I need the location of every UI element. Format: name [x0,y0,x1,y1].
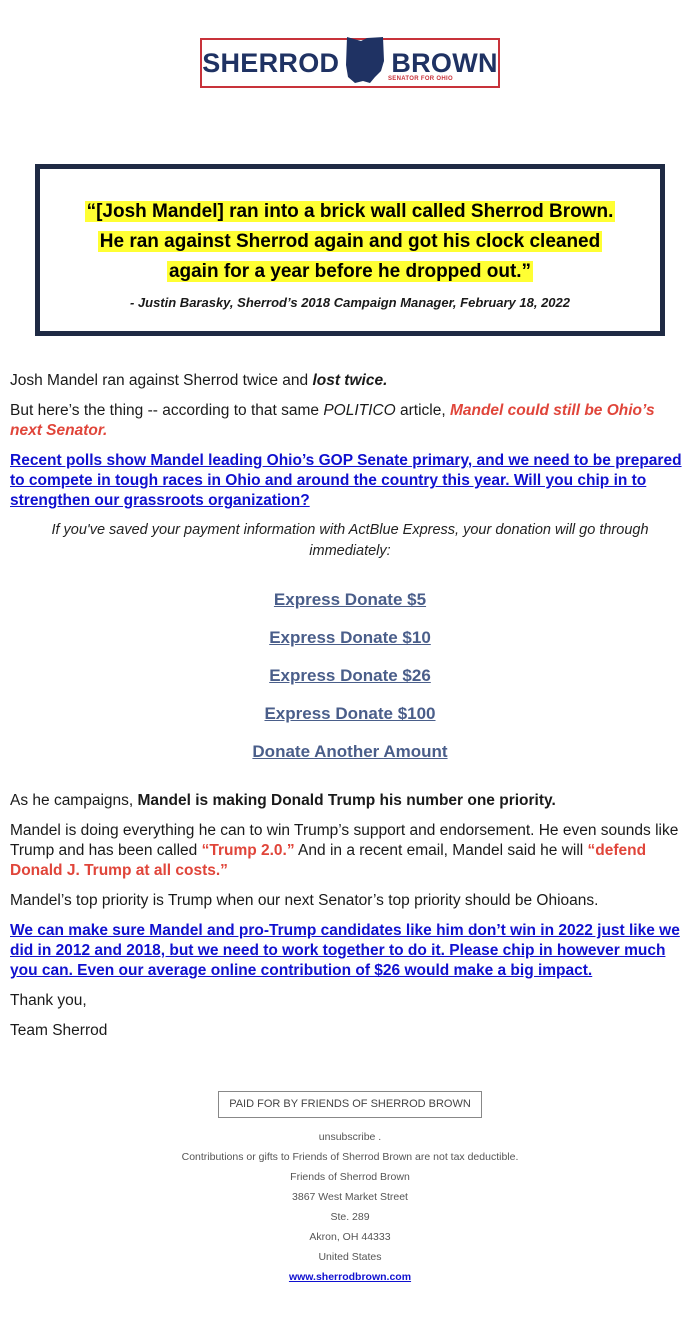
express-donate-10-link[interactable]: Express Donate $10 [269,628,431,647]
p2-source: POLITICO [323,402,396,419]
p5-red-defend: “defend Donald J. Trump at all costs.” [10,842,647,879]
p2-pre: But here’s the thing -- according to that same [10,402,324,419]
quote-line-3: again for a year before he dropped out.” [168,261,532,282]
signature: Team Sherrod [10,1022,108,1039]
donate-another-amount-link[interactable]: Donate Another Amount [252,742,448,761]
p5-red-trump2: “Trump 2.0.” [201,842,295,859]
paragraph-chip-in [10,921,682,981]
express-donate-5-link[interactable]: Express Donate $5 [273,590,427,609]
chip-in-donate-link[interactable]: We can make sure Mandel and pro-Trump candidates like him don’t win in 2022 just like we did in 2012 and 2018, but we need to work together to do it. Please chip in however much you can. Even our average online contribution of $26 would make a big impact. [10,922,680,979]
paragraph-politico [10,401,682,441]
footer-website-line [0,1271,700,1283]
website-link[interactable]: www.sherrodbrown.com [288,1271,412,1283]
paragraph-campaigns [10,791,682,811]
paragraph-trump-support [10,821,682,881]
p5-pre: Mandel is doing everything he can to win Trump’s support and endorsement. He even sounds like Trump and has been called [10,822,679,859]
quote-attribution: - Justin Barasky, Sherrod’s 2018 Campaign Manager, February 18, 2022 [129,295,571,310]
express-donate-100-link[interactable]: Express Donate $100 [264,704,436,723]
logo-right-word: BROWN [391,47,498,78]
footer-org: Friends of Sherrod Brown [290,1171,410,1183]
logo-subtitle: SENATOR FOR OHIO [388,76,453,82]
p5-mid: And in a recent email, Mandel said he will [294,842,588,859]
express-donate-26-link[interactable]: Express Donate $26 [269,666,431,685]
paragraph-lost-twice [10,371,682,391]
logo-left-word: SHERROD [202,47,340,78]
paid-for-box: PAID FOR BY FRIENDS OF SHERROD BROWN [218,1091,482,1118]
tax-disclaimer: Contributions or gifts to Friends of Sherrod Brown are not tax deductible. [181,1151,519,1163]
quote-line-2: He ran against Sherrod again and got his clock cleaned [99,231,601,252]
footer-country: United States [318,1251,382,1263]
express-note: If you've saved your payment information with ActBlue Express, your donation will go through immediately: [51,522,649,559]
paragraph-polls [10,451,682,511]
p4-bold: Mandel is making Donald Trump his number one priority. [137,792,556,809]
sherrod-brown-logo [200,38,500,88]
p2-red-text: Mandel could still be Ohio’s next Senator. [10,402,655,439]
quote-box [35,164,665,336]
p2-mid: article, [395,402,450,419]
quote-line-1: “[Josh Mandel] ran into a brick wall called Sherrod Brown. [86,201,614,222]
footer-street: 3867 West Market Street [292,1191,408,1203]
footer-city: Akron, OH 44333 [309,1231,391,1243]
closing-thank-you: Thank you, [10,992,87,1009]
p1-emphasis: lost twice. [312,372,388,389]
footer-suite: Ste. 289 [330,1211,370,1223]
unsubscribe-link[interactable]: unsubscribe [318,1131,376,1143]
polls-donate-link[interactable]: Recent polls show Mandel leading Ohio’s GOP Senate primary, and we need to be prepared to compete in tough races in Ohio and around the country this year. Will you chip in to strengthen our grassroots organization? [10,452,682,509]
paragraph-priority: Mandel’s top priority is Trump when our next Senator’s top priority should be Ohioans. [10,892,599,909]
unsubscribe-suffix: . [375,1131,382,1143]
ohio-state-icon [343,35,387,85]
header-logo-wrap [0,38,700,88]
unsubscribe-line [0,1131,700,1143]
p4-pre: As he campaigns, [10,792,138,809]
p1-text: Josh Mandel ran against Sherrod twice and [10,372,313,389]
quote-text [60,197,640,287]
